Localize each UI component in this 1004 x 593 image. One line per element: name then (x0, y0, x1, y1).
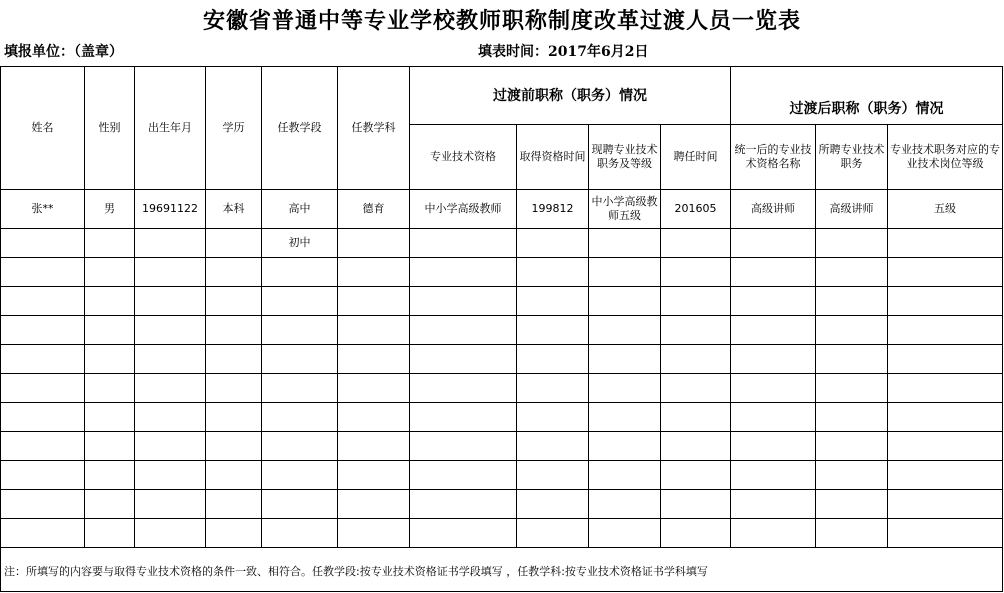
header-unified-name[interactable]: 统一后的专业技术资格名称 (731, 125, 816, 190)
empty-cell[interactable] (262, 519, 338, 548)
header-hired-post[interactable]: 所聘专业技术职务 (816, 125, 888, 190)
empty-cell[interactable] (135, 519, 206, 548)
empty-cell[interactable] (410, 345, 517, 374)
empty-cell[interactable] (731, 345, 816, 374)
empty-cell[interactable] (1, 345, 85, 374)
cell-teaching-subject[interactable]: 德育 (338, 190, 410, 229)
empty-cell[interactable] (731, 258, 816, 287)
empty-row (1, 490, 1003, 519)
header-gender[interactable]: 性别 (85, 67, 135, 190)
empty-cell[interactable] (338, 316, 410, 345)
empty-cell[interactable] (135, 287, 206, 316)
empty-cell[interactable] (135, 403, 206, 432)
table-row (1, 190, 1003, 229)
cell-appoint-time[interactable] (661, 229, 731, 258)
empty-row (1, 519, 1003, 548)
empty-cell[interactable] (731, 287, 816, 316)
empty-cell[interactable] (135, 345, 206, 374)
empty-cell[interactable] (888, 461, 1003, 490)
header-appoint-time[interactable]: 聘任时间 (661, 125, 731, 190)
empty-cell[interactable] (589, 432, 661, 461)
personnel-table (0, 66, 1003, 548)
empty-cell[interactable] (206, 258, 262, 287)
cell-post-level[interactable] (888, 229, 1003, 258)
empty-cell[interactable] (262, 316, 338, 345)
sheet-title: 安徽省普通中等专业学校教师职称制度改革过渡人员一览表 (202, 7, 801, 34)
cell-birth[interactable]: 19691122 (135, 190, 206, 229)
empty-cell[interactable] (888, 519, 1003, 548)
empty-cell[interactable] (338, 258, 410, 287)
empty-cell[interactable] (410, 287, 517, 316)
empty-cell[interactable] (517, 490, 589, 519)
empty-cell[interactable] (888, 316, 1003, 345)
cell-name[interactable]: 张** (1, 190, 85, 229)
empty-cell[interactable] (85, 374, 135, 403)
empty-cell[interactable] (206, 287, 262, 316)
empty-cell[interactable] (517, 519, 589, 548)
empty-cell[interactable] (816, 374, 888, 403)
empty-cell[interactable] (1, 519, 85, 548)
empty-cell[interactable] (410, 519, 517, 548)
empty-cell[interactable] (661, 519, 731, 548)
cell-gender[interactable] (85, 229, 135, 258)
empty-cell[interactable] (206, 374, 262, 403)
empty-cell[interactable] (1, 374, 85, 403)
empty-cell[interactable] (410, 432, 517, 461)
header-obtained-time[interactable]: 取得资格时间 (517, 125, 589, 190)
fill-date-label: 填表时间：2017年6月2日 (478, 44, 649, 60)
empty-cell[interactable] (85, 490, 135, 519)
empty-cell[interactable] (338, 490, 410, 519)
empty-cell[interactable] (589, 403, 661, 432)
empty-cell[interactable] (888, 287, 1003, 316)
empty-cell[interactable] (816, 519, 888, 548)
empty-cell[interactable] (135, 316, 206, 345)
empty-cell[interactable] (206, 345, 262, 374)
cell-appoint-time[interactable]: 201605 (661, 190, 731, 229)
empty-cell[interactable] (589, 461, 661, 490)
empty-cell[interactable] (410, 374, 517, 403)
empty-row (1, 345, 1003, 374)
empty-cell[interactable] (731, 432, 816, 461)
empty-cell[interactable] (888, 403, 1003, 432)
empty-cell[interactable] (85, 519, 135, 548)
header-teaching-subject[interactable]: 任教学科 (338, 67, 410, 190)
empty-cell[interactable] (589, 258, 661, 287)
empty-cell[interactable] (589, 490, 661, 519)
empty-cell[interactable] (589, 519, 661, 548)
cell-post-level[interactable]: 五级 (888, 190, 1003, 229)
empty-cell[interactable] (661, 258, 731, 287)
empty-cell[interactable] (206, 461, 262, 490)
header-before-group[interactable]: 过渡前职称（职务）情况 (410, 67, 731, 125)
empty-cell[interactable] (888, 432, 1003, 461)
header-post-level[interactable]: 专业技术职务对应的专业技术岗位等级 (888, 125, 1003, 190)
empty-cell[interactable] (888, 490, 1003, 519)
empty-cell[interactable] (661, 461, 731, 490)
empty-cell[interactable] (410, 316, 517, 345)
cell-obtained-time[interactable]: 199812 (517, 190, 589, 229)
empty-cell[interactable] (816, 287, 888, 316)
empty-cell[interactable] (589, 287, 661, 316)
empty-cell[interactable] (589, 345, 661, 374)
empty-cell[interactable] (731, 519, 816, 548)
empty-cell[interactable] (85, 345, 135, 374)
cell-teaching-stage[interactable]: 初中 (262, 229, 338, 258)
empty-cell[interactable] (135, 258, 206, 287)
empty-cell[interactable] (262, 490, 338, 519)
empty-cell[interactable] (262, 287, 338, 316)
empty-cell[interactable] (517, 432, 589, 461)
header-name[interactable]: 姓名 (1, 67, 85, 190)
empty-row (1, 258, 1003, 287)
empty-cell[interactable] (816, 461, 888, 490)
empty-cell[interactable] (661, 374, 731, 403)
empty-cell[interactable] (816, 403, 888, 432)
empty-cell[interactable] (517, 374, 589, 403)
empty-cell[interactable] (206, 519, 262, 548)
empty-cell[interactable] (206, 403, 262, 432)
empty-cell[interactable] (135, 432, 206, 461)
empty-cell[interactable] (338, 403, 410, 432)
empty-rows (1, 258, 1003, 548)
empty-cell[interactable] (85, 403, 135, 432)
empty-cell[interactable] (338, 287, 410, 316)
empty-cell[interactable] (135, 490, 206, 519)
empty-row (1, 403, 1003, 432)
empty-cell[interactable] (410, 258, 517, 287)
empty-cell[interactable] (410, 461, 517, 490)
empty-cell[interactable] (816, 490, 888, 519)
cell-birth[interactable] (135, 229, 206, 258)
empty-cell[interactable] (85, 258, 135, 287)
empty-cell[interactable] (816, 258, 888, 287)
empty-cell[interactable] (338, 345, 410, 374)
empty-cell[interactable] (816, 432, 888, 461)
empty-cell[interactable] (135, 461, 206, 490)
empty-cell[interactable] (262, 461, 338, 490)
empty-cell[interactable] (517, 461, 589, 490)
empty-cell[interactable] (1, 258, 85, 287)
cell-current-post[interactable]: 中小学高级教师五级 (589, 190, 661, 229)
empty-cell[interactable] (731, 490, 816, 519)
empty-row (1, 432, 1003, 461)
empty-cell[interactable] (338, 461, 410, 490)
empty-cell[interactable] (517, 403, 589, 432)
empty-cell[interactable] (262, 403, 338, 432)
empty-cell[interactable] (85, 461, 135, 490)
header-current-post[interactable]: 现聘专业技术职务及等级 (589, 125, 661, 190)
empty-cell[interactable] (661, 490, 731, 519)
empty-cell[interactable] (262, 432, 338, 461)
empty-cell[interactable] (888, 374, 1003, 403)
cell-current-post[interactable] (589, 229, 661, 258)
header-after-group-top[interactable] (731, 67, 1003, 95)
header-qualification[interactable]: 专业技术资格 (410, 125, 517, 190)
empty-cell[interactable] (206, 490, 262, 519)
cell-name[interactable] (1, 229, 85, 258)
cell-education[interactable]: 本科 (206, 190, 262, 229)
cell-teaching-stage[interactable]: 高中 (262, 190, 338, 229)
empty-cell[interactable] (1, 490, 85, 519)
empty-cell[interactable] (85, 316, 135, 345)
empty-cell[interactable] (85, 432, 135, 461)
empty-cell[interactable] (1, 461, 85, 490)
empty-cell[interactable] (731, 374, 816, 403)
empty-cell[interactable] (262, 374, 338, 403)
empty-cell[interactable] (816, 316, 888, 345)
footer-note: 注：所填写的内容要与取得专业技术资格的条件一致、相符合。任教学段:按专业技术资格证书学段填写 ，任教学科:按专业技术资格证书学科填写 (4, 565, 708, 578)
empty-cell[interactable] (589, 316, 661, 345)
empty-cell[interactable] (1, 432, 85, 461)
cell-qualification[interactable] (410, 229, 517, 258)
cell-teaching-subject[interactable] (338, 229, 410, 258)
empty-row (1, 374, 1003, 403)
empty-cell[interactable] (338, 519, 410, 548)
empty-cell[interactable] (661, 432, 731, 461)
empty-cell[interactable] (1, 316, 85, 345)
empty-cell[interactable] (517, 287, 589, 316)
cell-gender[interactable]: 男 (85, 190, 135, 229)
empty-row (1, 461, 1003, 490)
cell-hired-post[interactable]: 高级讲师 (816, 190, 888, 229)
header-education[interactable]: 学历 (206, 67, 262, 190)
empty-cell[interactable] (661, 316, 731, 345)
cell-hired-post[interactable] (816, 229, 888, 258)
empty-cell[interactable] (517, 345, 589, 374)
reporting-unit-label: 填报单位：（盖章） (4, 44, 123, 60)
empty-cell[interactable] (1, 287, 85, 316)
header-birth[interactable]: 出生年月 (135, 67, 206, 190)
empty-cell[interactable] (661, 403, 731, 432)
empty-cell[interactable] (731, 461, 816, 490)
cell-unified-name[interactable] (731, 229, 816, 258)
cell-obtained-time[interactable] (517, 229, 589, 258)
empty-cell[interactable] (888, 258, 1003, 287)
empty-cell[interactable] (85, 287, 135, 316)
empty-cell[interactable] (589, 374, 661, 403)
cell-qualification[interactable]: 中小学高级教师 (410, 190, 517, 229)
empty-cell[interactable] (731, 403, 816, 432)
empty-cell[interactable] (262, 258, 338, 287)
empty-cell[interactable] (731, 316, 816, 345)
empty-cell[interactable] (1, 403, 85, 432)
empty-cell[interactable] (206, 432, 262, 461)
cell-education[interactable] (206, 229, 262, 258)
empty-cell[interactable] (410, 403, 517, 432)
empty-cell[interactable] (410, 490, 517, 519)
empty-cell[interactable] (338, 432, 410, 461)
empty-cell[interactable] (517, 258, 589, 287)
empty-cell[interactable] (888, 345, 1003, 374)
table-row (1, 229, 1003, 258)
empty-cell[interactable] (661, 345, 731, 374)
empty-cell[interactable] (816, 345, 888, 374)
empty-row (1, 287, 1003, 316)
empty-cell[interactable] (206, 316, 262, 345)
cell-unified-name[interactable]: 高级讲师 (731, 190, 816, 229)
empty-cell[interactable] (517, 316, 589, 345)
empty-cell[interactable] (338, 374, 410, 403)
header-teaching-stage[interactable]: 任教学段 (262, 67, 338, 190)
empty-cell[interactable] (661, 287, 731, 316)
empty-cell[interactable] (262, 345, 338, 374)
empty-row (1, 316, 1003, 345)
empty-cell[interactable] (135, 374, 206, 403)
header-after-group[interactable]: 过渡后职称（职务）情况 (731, 95, 1003, 125)
